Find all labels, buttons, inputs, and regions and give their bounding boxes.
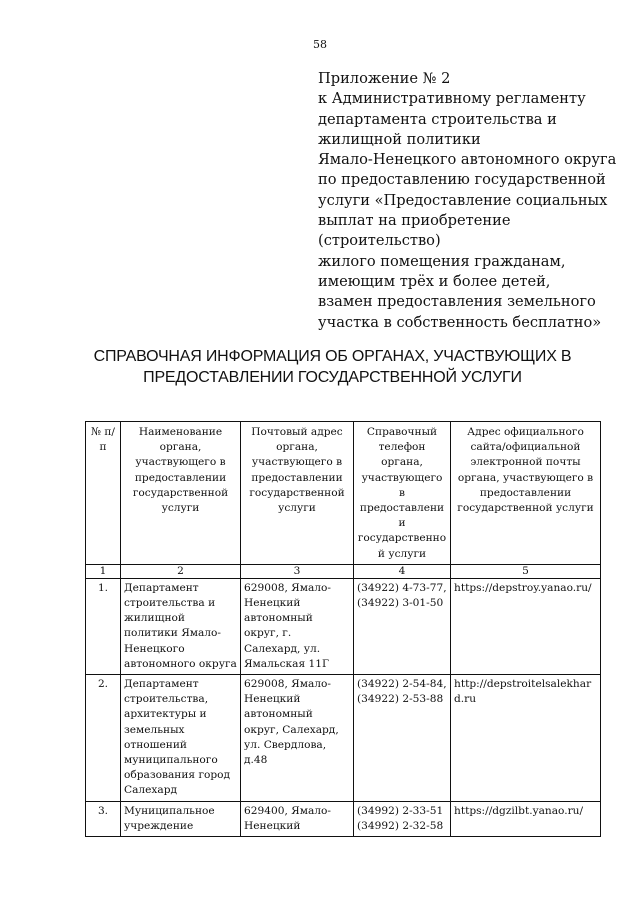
- heading-line-1: СПРАВОЧНАЯ ИНФОРМАЦИЯ ОБ ОРГАНАХ, УЧАСТВУЮЩИХ В: [93, 348, 572, 365]
- appendix-block: [318, 69, 618, 333]
- row-num: 3.: [86, 801, 121, 836]
- appendix-line: по предоставлению государственной: [318, 171, 606, 189]
- row-phones: [354, 675, 451, 802]
- table-header-row: [86, 422, 601, 565]
- appendix-line: жилого помещения гражданам,: [318, 252, 566, 270]
- column-number: 1: [86, 564, 121, 578]
- appendix-line: услуги «Предоставление социальных: [318, 191, 608, 209]
- appendix-line: участка в собственность бесплатно»: [318, 313, 602, 331]
- row-address: 629400, Ямало-Ненецкий: [241, 801, 354, 836]
- header-phone: Справочный телефон органа, участвующего в предоставлении государственной услуги: [354, 422, 451, 565]
- column-numbers-row: [86, 564, 601, 578]
- header-num: № п/п: [86, 422, 121, 565]
- column-number: 2: [121, 564, 241, 578]
- document-heading: [40, 346, 625, 388]
- appendix-line: имеющим трёх и более детей,: [318, 272, 551, 290]
- page-number: 58: [313, 38, 327, 51]
- row-phone: (34922) 3-01-50: [357, 597, 444, 610]
- column-number: 3: [241, 564, 354, 578]
- header-name: Наименование органа, участвующего в предоставлении государственной услуги: [121, 422, 241, 565]
- column-number: 4: [354, 564, 451, 578]
- row-phone: (34992) 2-32-58: [357, 819, 444, 832]
- appendix-line: взамен предоставления земельного: [318, 293, 596, 311]
- appendix-line: (строительство): [318, 232, 441, 250]
- row-phones: [354, 801, 451, 836]
- column-number: 5: [451, 564, 601, 578]
- row-address: 629008, Ямало-Ненецкий автономный округ, Салехард, ул. Свердлова, д.48: [241, 675, 354, 802]
- row-name: Департамент строительства и жилищной политики Ямало-Ненецкого автономного округа: [121, 578, 241, 674]
- row-site[interactable]: https://depstroy.yanao.ru/: [451, 578, 601, 674]
- row-phone: (34992) 2-33-51: [357, 804, 444, 817]
- row-phone: (34922) 2-53-88: [357, 693, 444, 706]
- appendix-line: жилищной политики: [318, 130, 481, 148]
- row-site[interactable]: https://dgzilbt.yanao.ru/: [451, 801, 601, 836]
- row-phone: (34922) 2-54-84,: [357, 678, 447, 691]
- table-row: [86, 578, 601, 674]
- agencies-table: [85, 421, 601, 837]
- heading-line-2: ПРЕДОСТАВЛЕНИИ ГОСУДАРСТВЕННОЙ УСЛУГИ: [143, 369, 522, 386]
- row-address: 629008, Ямало-Ненецкий автономный округ, г. Салехард, ул. Ямальская 11Г: [241, 578, 354, 674]
- appendix-line: департамента строительства и: [318, 110, 557, 128]
- row-name: Департамент строительства, архитектуры и земельных отношений муниципального образования город Салехард: [121, 675, 241, 802]
- row-phones: [354, 578, 451, 674]
- appendix-line: Приложение № 2: [318, 70, 451, 87]
- appendix-line: Ямало-Ненецкого автономного округа: [318, 151, 617, 169]
- row-site[interactable]: http://depstroitelsalekhard.ru: [451, 675, 601, 802]
- row-name: Муниципальное учреждение: [121, 801, 241, 836]
- row-num: 2.: [86, 675, 121, 802]
- row-num: 1.: [86, 578, 121, 674]
- row-phone: (34922) 4-73-77,: [357, 581, 447, 594]
- table-row: [86, 675, 601, 802]
- header-site: Адрес официального сайта/официальной электронной почты органа, участвующего в предоставлении государственной услуги: [451, 422, 601, 565]
- table-row: [86, 801, 601, 836]
- header-address: Почтовый адрес органа, участвующего в предоставлении государственной услуги: [241, 422, 354, 565]
- appendix-line: выплат на приобретение: [318, 212, 511, 230]
- appendix-line: к Административному регламенту: [318, 90, 586, 108]
